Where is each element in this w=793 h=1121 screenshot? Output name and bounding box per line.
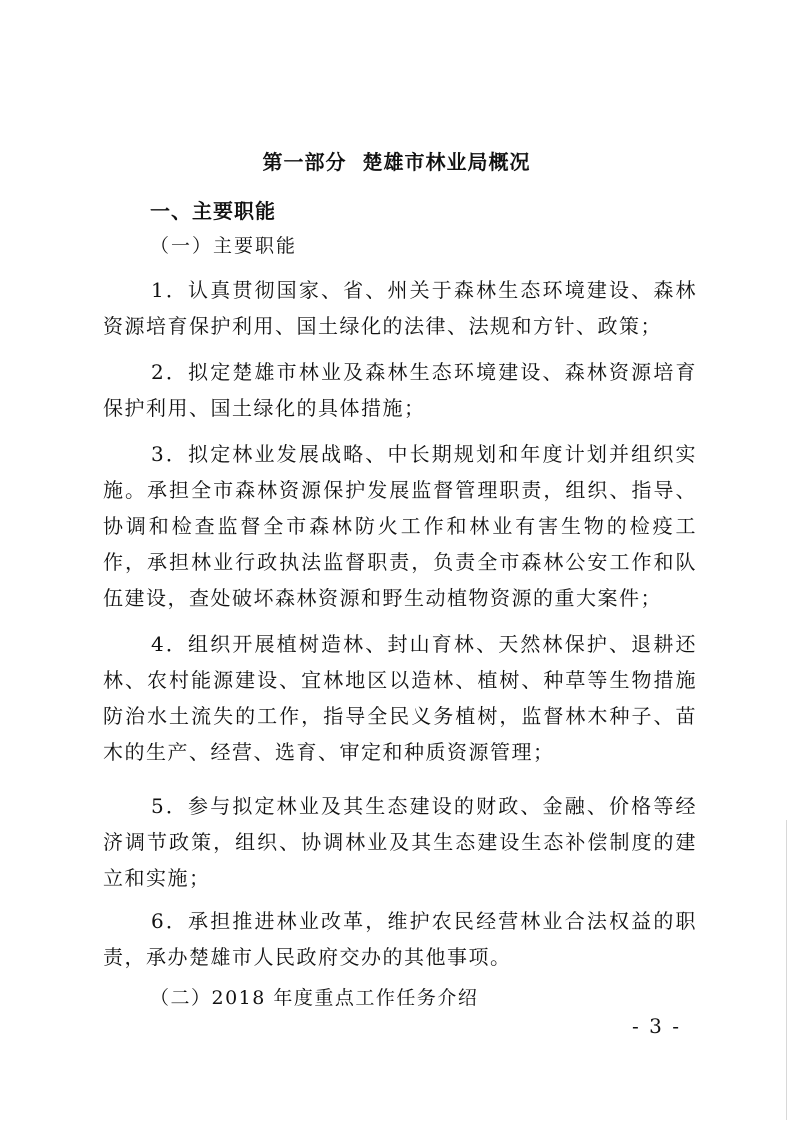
duty-paragraph-4: 4．组织开展植树造林、封山育林、天然林保护、退耕还林、农村能源建设、宜林地区以造林、植树、种草等生物措施防治水土流失的工作，指导全民义务植树，监督林木种子、苗木的生产、经营、选育、审定和种质资源管理； bbox=[103, 632, 697, 764]
page-title: 第一部分 楚雄市林业局概况 bbox=[262, 150, 531, 174]
subsection-heading-2: （二）2018 年度重点工作任务介绍 bbox=[150, 987, 479, 1009]
subsection-heading: （一）主要职能 bbox=[150, 235, 298, 257]
duty-paragraph-1: 1．认真贯彻国家、省、州关于森林生态环境建设、森林资源培育保护利用、国土绿化的法律、法规和方针、政策； bbox=[103, 278, 697, 338]
duty-paragraph-5: 5．参与拟定林业及其生态建设的财政、金融、价格等经济调节政策，组织、协调林业及其生态建设生态补偿制度的建立和实施； bbox=[103, 794, 697, 890]
scan-edge-line bbox=[786, 820, 787, 1120]
page-number: - 3 - bbox=[632, 1014, 681, 1038]
duty-paragraph-6: 6．承担推进林业改革，维护农民经营林业合法权益的职责，承办楚雄市人民政府交办的其他事项。 bbox=[103, 909, 697, 969]
duty-paragraph-2: 2．拟定楚雄市林业及森林生态环境建设、森林资源培育保护利用、国土绿化的具体措施； bbox=[103, 360, 697, 420]
section-heading: 一、主要职能 bbox=[150, 199, 276, 223]
duty-paragraph-3: 3．拟定林业发展战略、中长期规划和年度计划并组织实施。承担全市森林资源保护发展监督管理职责，组织、指导、协调和检查监督全市森林防火工作和林业有害生物的检疫工作，承担林业行政执法监督职责，负责全市森林公安工作和队伍建设，查处破坏森林资源和野生动植物资源的重大案件； bbox=[103, 442, 697, 610]
